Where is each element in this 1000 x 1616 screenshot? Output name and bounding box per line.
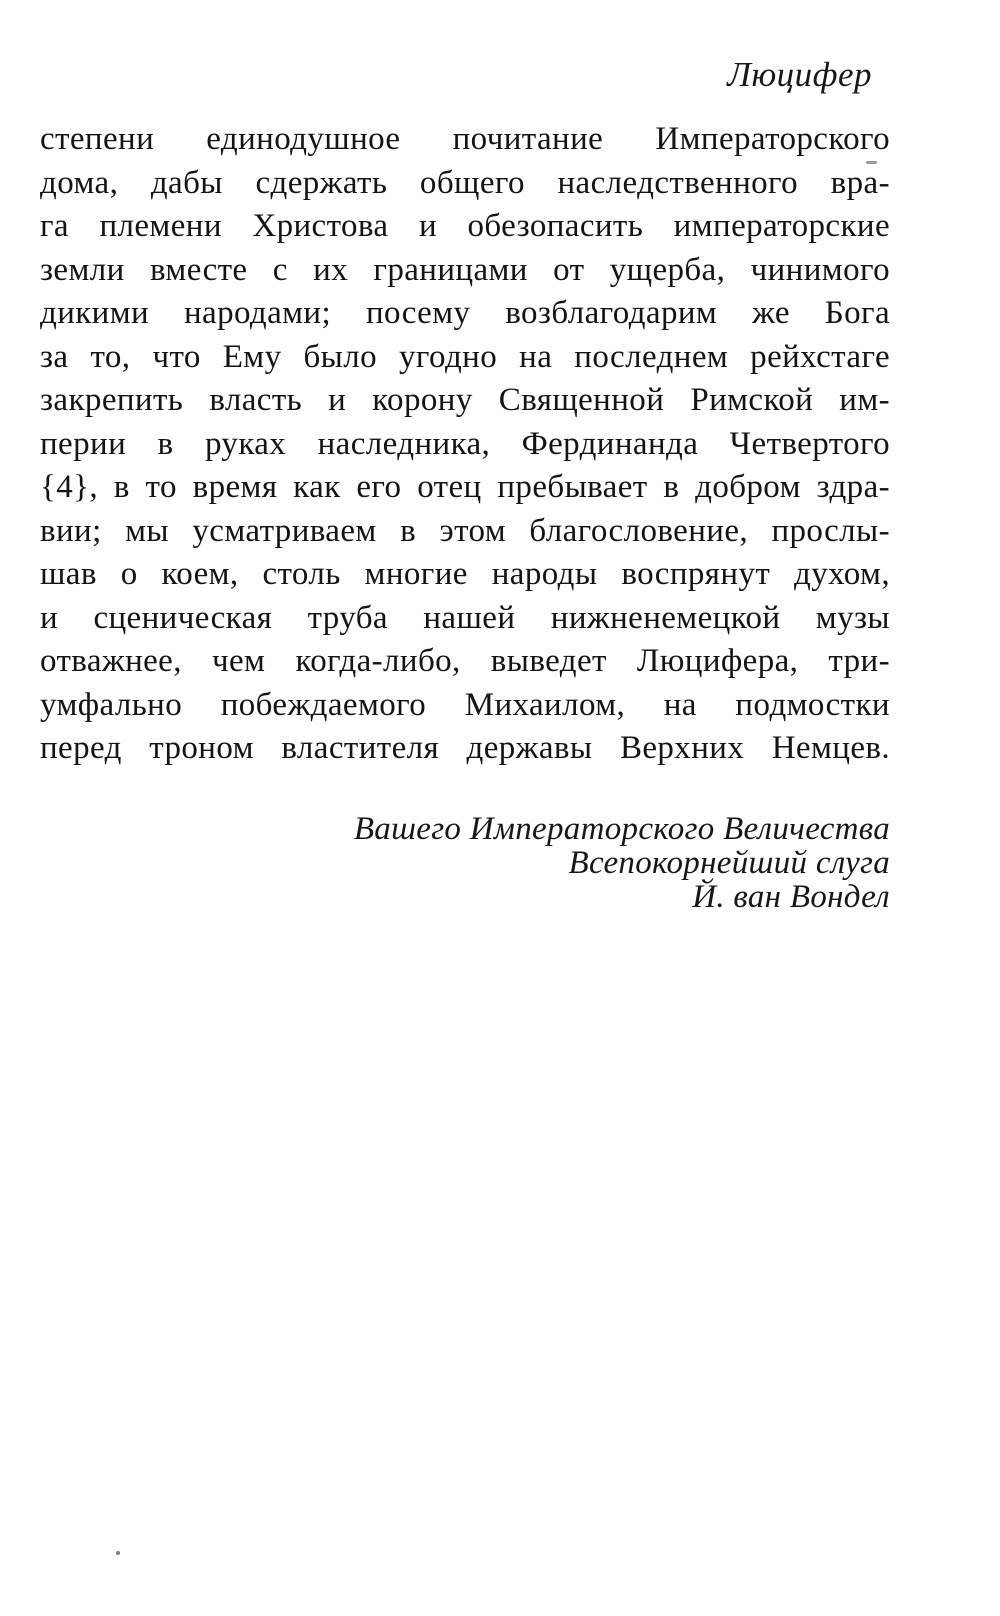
paragraph-line: умфально побеждаемого Михаилом, на подмостки xyxy=(40,686,890,723)
paragraph-line: отважнее, чем когда-либо, выведет Люцифера, три- xyxy=(40,643,890,679)
signature-author: Й. ван Вондел xyxy=(692,879,890,915)
paragraph-line: и сценическая труба нашей нижненемецкой музы xyxy=(40,599,890,636)
paragraph-line: за то, что Ему было угодно на последнем рейхстаге xyxy=(40,338,890,375)
paragraph-line: {4}, в то время как его отец пребывает в добром здра- xyxy=(40,469,890,505)
signature-block xyxy=(40,812,890,914)
paragraph-line: дома, дабы сдержать общего наследственного вра- xyxy=(40,164,890,201)
paragraph-line: земли вместе с их границами от ущерба, чинимого xyxy=(40,251,890,288)
paragraph-line: шав о коем, столь многие народы воспрянут духом, xyxy=(40,556,890,592)
scan-artifact-dot xyxy=(116,1551,120,1555)
signature-line: Всепокорнейший слуга xyxy=(568,845,890,881)
signature-line: Вашего Императорского Величества xyxy=(353,811,890,847)
paragraph-line: га племени Христова и обезопасить императорские xyxy=(40,208,890,244)
running-head-title: Люцифер xyxy=(727,55,872,94)
paragraph-line: перед троном властителя державы Верхних Немцев. xyxy=(40,730,890,766)
body-paragraph xyxy=(40,118,890,771)
paragraph-line: дикими народами; посему возблагодарим же Бога xyxy=(40,295,890,331)
paragraph-line: степени единодушное почитание Императорского xyxy=(40,121,890,157)
paragraph-line: вии; мы усматриваем в этом благословение, прослы- xyxy=(40,512,890,549)
paragraph-line: закрепить власть и корону Священной Римской им- xyxy=(40,382,890,418)
paragraph-line: перии в руках наследника, Фердинанда Четвертого xyxy=(40,425,890,462)
